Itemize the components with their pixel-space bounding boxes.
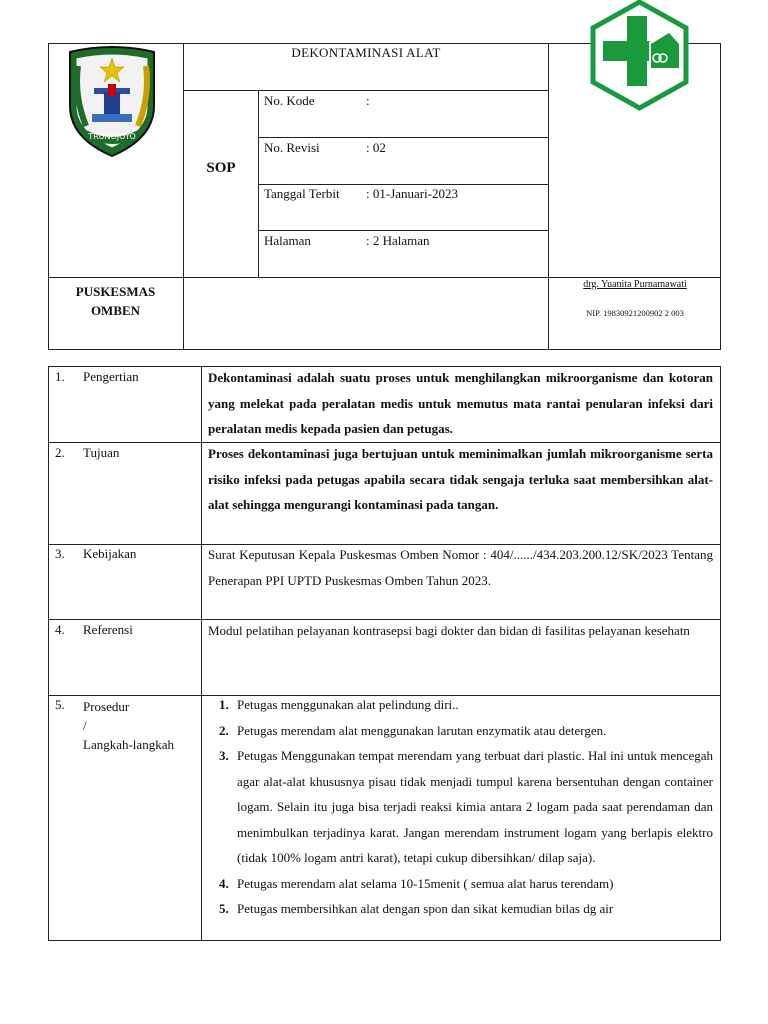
institution-line2: OMBEN — [90, 303, 141, 318]
row-text-kebijakan: Surat Keputusan Kepala Puskesmas Omben Nomor : 404/....../434.203.200.12/SK/2023 Tentang Penerapan PPI UPTD Puskesmas Omben Tahun 2023. — [208, 547, 713, 588]
list-item — [207, 896, 713, 922]
divider — [183, 90, 549, 91]
prosedur-label-text: Prosedur / — [83, 699, 130, 733]
row-text-tujuan: Proses dekontaminasi juga bertujuan untuk meminimalkan jumlah mikroorganisme serta risiko infeksi pada petugas apabila secara tidak sengaja terluka saat membersihkan alat-alat sehingga mengurangi kontaminasi pada tangan. — [208, 446, 713, 512]
step-text: Petugas merendam alat selama 10-15menit ( semua alat harus terendam) — [237, 875, 614, 891]
list-item — [207, 692, 713, 718]
field-label-tanggal: Tanggal Terbit — [264, 186, 340, 201]
field-label-kode: No. Kode — [264, 93, 315, 108]
row-number: 3. — [55, 546, 65, 561]
step-text: Petugas merendam alat menggunakan larutan enzymatik atau detergen. — [237, 722, 607, 738]
divider — [201, 366, 202, 941]
seal-text: TRUNOJOYO — [88, 132, 136, 141]
field-value-tanggal: : 01-Januari-2023 — [366, 186, 459, 201]
row-number: 5. — [55, 697, 65, 712]
row-label-pengertian: Pengertian — [83, 369, 139, 384]
sop-label: SOP — [206, 160, 236, 176]
step-number: 5. — [219, 901, 229, 916]
list-item — [207, 871, 713, 897]
row-number: 4. — [55, 622, 65, 637]
divider — [258, 184, 549, 185]
divider — [48, 277, 721, 278]
field-value-revisi: : 02 — [366, 140, 386, 155]
divider — [258, 230, 549, 231]
step-text: Petugas membersihkan alat dengan spon dan sikat kemudian bilas dg air — [237, 901, 614, 916]
row-label-tujuan: Tujuan — [83, 445, 120, 460]
institution-name — [48, 282, 183, 320]
row-label-kebijakan: Kebijakan — [83, 546, 137, 561]
field-label-halaman: Halaman — [264, 233, 311, 248]
row-label-referensi: Referensi — [83, 622, 133, 637]
prosedur-label-line2: Langkah-langkah — [83, 737, 174, 752]
list-item — [207, 743, 713, 871]
divider — [258, 137, 549, 138]
step-number: 1. — [219, 697, 229, 712]
list-item — [207, 718, 713, 744]
regency-seal-logo — [64, 46, 160, 158]
puskesmas-logo — [589, 0, 690, 111]
field-label-revisi: No. Revisi — [264, 140, 320, 155]
field-value-kode: : — [366, 93, 370, 108]
step-number: 3. — [219, 748, 229, 763]
document-title: DEKONTAMINASI ALAT — [291, 45, 441, 60]
row-text-pengertian: Dekontaminasi adalah suatu proses untuk menghilangkan mikroorganisme dan kotoran yang melekat pada peralatan medis untuk memutus mata rantai penularan infeksi dari peralatan medis kepada pasien dan petugas. — [208, 370, 713, 436]
step-text: Petugas menggunakan alat pelindung diri.. — [237, 697, 459, 712]
field-value-halaman: : 2 Halaman — [366, 233, 430, 248]
step-number: 4. — [219, 875, 229, 891]
signatory-nip: NIP. 19830921200902 2 003 — [586, 308, 684, 318]
institution-line1: PUSKESMAS — [75, 284, 156, 299]
row-label-prosedur — [83, 697, 194, 754]
step-text: Petugas Menggunakan tempat merendam yang terbuat dari plastic. Hal ini untuk mencegah agar alat-alat khususnya pisau tidak menjadi tumpul karena bersentuhan dengan container logam. Selain itu juga bisa terjadi reaksi kimia antara 2 logam pada saat perendaman dan menimbulkan terjadinya karat. Jangan merendam instrument logam yang berlapis elektro (tidak 100% logam antri karat), tetapi cukup dibersihkan/ dilap saja). — [237, 748, 713, 865]
signatory-name: drg. Yuanita Purnamawati — [583, 279, 687, 290]
row-text-referensi: Modul pelatihan pelayanan kontrasepsi bagi dokter dan bidan di fasilitas pelayanan kesehatn — [208, 623, 690, 638]
row-number: 1. — [55, 369, 65, 384]
row-number: 2. — [55, 445, 65, 460]
step-number: 2. — [219, 722, 229, 738]
procedure-steps — [207, 692, 713, 940]
